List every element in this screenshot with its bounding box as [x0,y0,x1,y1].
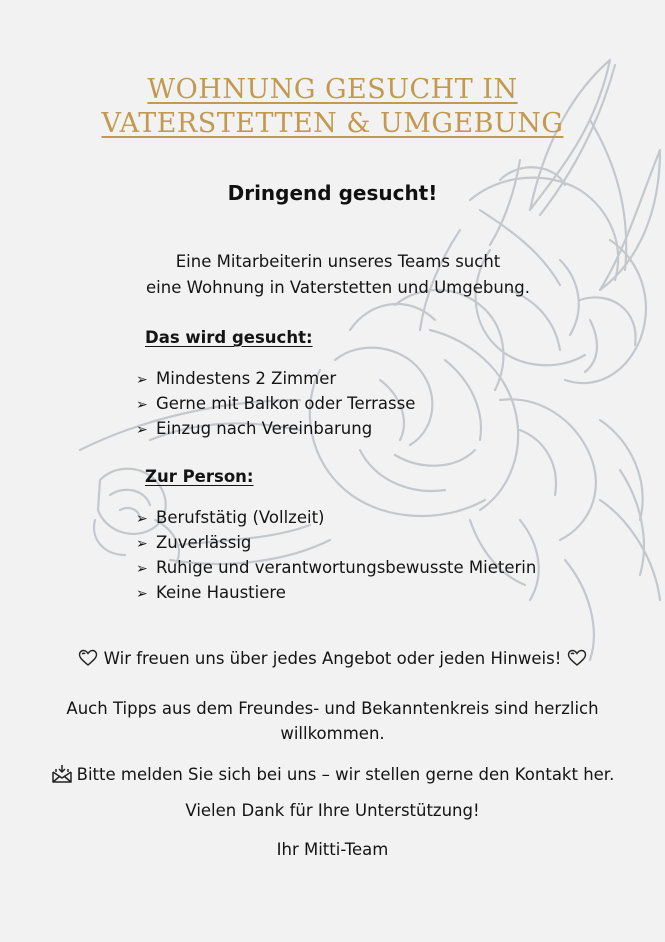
contact-line [0,764,665,784]
person-details-list [136,505,536,605]
list-item-text: Keine Haustiere [156,583,286,602]
thanks-line [0,649,665,668]
intro-line-2: eine Wohnung in Vaterstetten und Umgebung. [146,278,530,297]
list-item [136,580,536,605]
thank-you-line: Vielen Dank für Ihre Unterstützung! [185,801,480,820]
arrow-bullet-icon: ➢ [136,511,148,527]
arrow-bullet-icon: ➢ [136,586,148,602]
thanks-text: Wir freuen uns über jedes Angebot oder jeden Hinweis! [103,649,562,668]
list-item-text: Ruhige und verantwortungsbewusste Mieterin [156,558,537,577]
list-item [136,416,415,441]
arrow-bullet-icon: ➢ [136,372,148,388]
envelope-download-icon [51,764,73,784]
tips-line-1: Auch Tipps aus dem Freundes- und Bekanntenkreis sind herzlich [66,699,599,718]
list-item-text: Einzug nach Vereinbarung [156,419,373,438]
signature: Ihr Mitti-Team [276,840,389,859]
list-item [136,530,536,555]
intro-line-1: Eine Mitarbeiterin unseres Teams sucht [175,252,501,271]
search-criteria-list [136,366,415,441]
list-item-text: Mindestens 2 Zimmer [156,369,337,388]
tips-line-2: willkommen. [280,724,385,743]
heart-outline-icon [78,649,98,667]
list-item [136,391,415,416]
list-item-text: Berufstätig (Vollzeit) [156,508,325,527]
arrow-bullet-icon: ➢ [136,397,148,413]
list-item [136,505,536,530]
page-title-line-2: VATERSTETTEN & UMGEBUNG [101,108,564,139]
list-item-text: Gerne mit Balkon oder Terrasse [156,394,416,413]
list-item-text: Zuverlässig [156,533,252,552]
page-title-line-1: WOHNUNG GESUCHT IN [147,74,518,105]
arrow-bullet-icon: ➢ [136,422,148,438]
list-item [136,366,415,391]
section-heading-search: Das wird gesucht: [145,328,313,347]
arrow-bullet-icon: ➢ [136,561,148,577]
arrow-bullet-icon: ➢ [136,536,148,552]
subtitle: Dringend gesucht! [227,181,438,205]
heart-outline-icon [567,649,587,667]
list-item [136,555,536,580]
section-heading-person: Zur Person: [145,467,254,486]
contact-text: Bitte melden Sie sich bei uns – wir stellen gerne den Kontakt her. [76,765,615,784]
